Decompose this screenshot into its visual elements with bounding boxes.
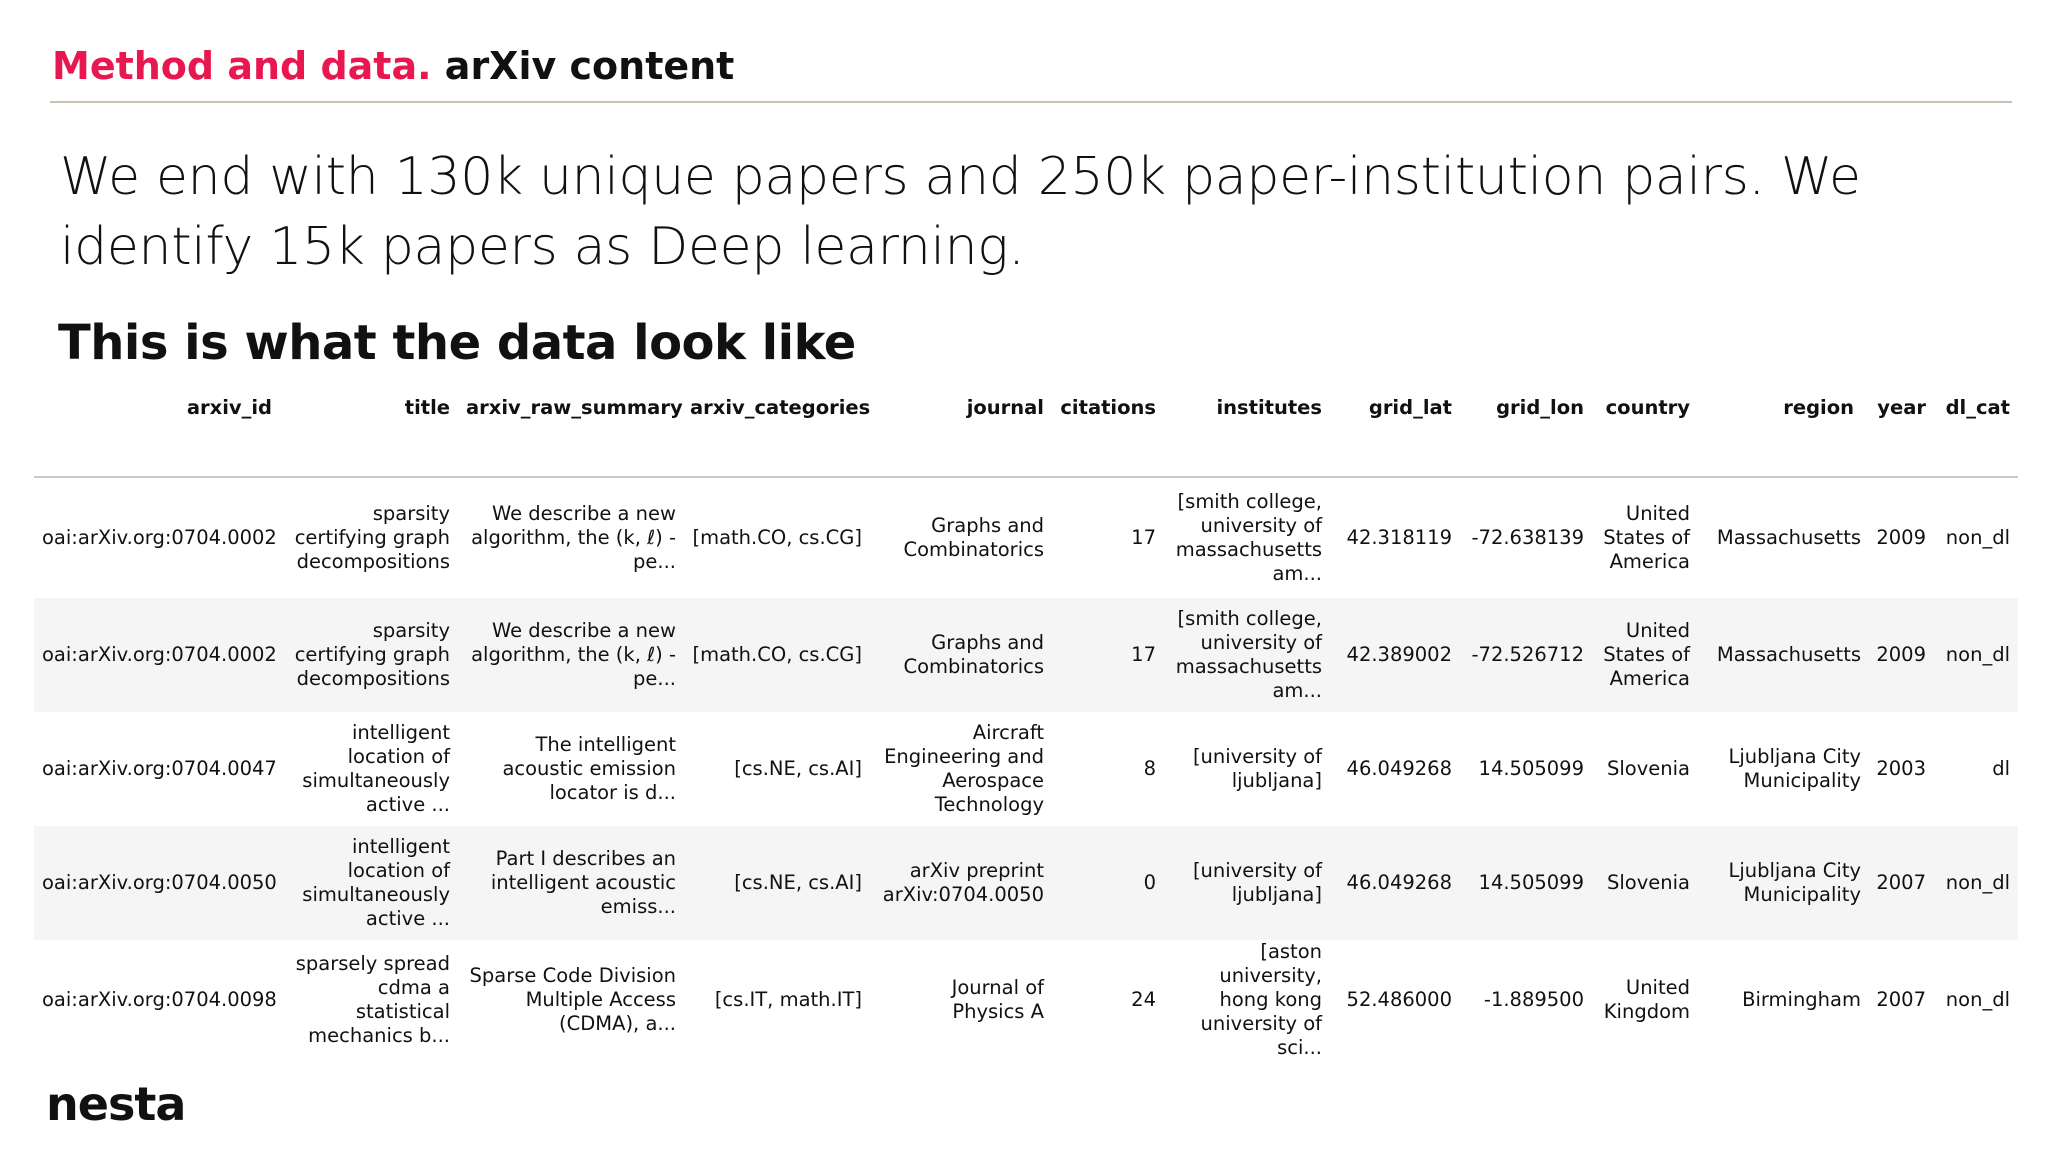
header-accent: Method and data.: [52, 44, 432, 88]
header-divider: [50, 101, 2012, 103]
cell-categories: [cs.NE, cs.AI]: [734, 757, 862, 780]
column-header: institutes: [1164, 392, 1330, 477]
cell-institutes: [university of ljubljana]: [1192, 745, 1322, 792]
cell-institutes: [aston university, hong kong university of sci...: [1200, 940, 1322, 1059]
cell-summary: We describe a new algorithm, the (k, ℓ) -pe...: [458, 598, 682, 712]
cell-grid-lat: 52.486000: [1346, 988, 1452, 1011]
cell-institutes: [smith college, university of massachusetts am...: [1175, 490, 1322, 585]
cell-region: Birmingham: [1742, 988, 1861, 1011]
column-header: dl_cat: [1934, 392, 2018, 477]
column-header: grid_lon: [1460, 392, 1592, 477]
cell-arxiv-id: oai:arXiv.org:0704.0098: [42, 988, 277, 1011]
cell-region: Massachusetts: [1698, 598, 1862, 712]
cell-summary: We describe a new algorithm, the (k, ℓ) -pe...: [471, 502, 676, 573]
cell-dl-cat: non_dl: [1934, 826, 2018, 940]
cell-summary: Sparse Code Division Multiple Access (CDMA), a...: [469, 964, 676, 1035]
cell-country: Slovenia: [1607, 757, 1690, 780]
cell-citations: 0: [1052, 826, 1164, 940]
cell-summary: Part I describes an intelligent acoustic emiss...: [458, 826, 682, 940]
cell-categories: [math.CO, cs.CG]: [682, 598, 870, 712]
cell-region: Massachusetts: [1716, 526, 1861, 549]
cell-institutes: [university of ljubljana]: [1164, 826, 1330, 940]
column-header: title: [280, 392, 458, 477]
cell-journal: arXiv preprint arXiv:0704.0050: [870, 826, 1052, 940]
cell-dl-cat: non_dl: [1934, 598, 2018, 712]
cell-categories: [cs.IT, math.IT]: [714, 988, 862, 1011]
cell-categories: [math.CO, cs.CG]: [692, 526, 862, 549]
slide-header: [52, 40, 734, 92]
data-table: [34, 392, 2018, 1060]
table-row: [34, 712, 2018, 826]
cell-citations: 17: [1131, 526, 1156, 549]
cell-country: Slovenia: [1592, 826, 1698, 940]
cell-grid-lon: -72.638139: [1471, 526, 1584, 549]
table-row: [34, 477, 2018, 598]
column-header: citations: [1052, 392, 1164, 477]
column-header: year: [1862, 392, 1934, 477]
cell-summary: The intelligent acoustic emission locator is d...: [502, 733, 676, 804]
cell-categories: [cs.NE, cs.AI]: [682, 826, 870, 940]
cell-year: 2003: [1876, 757, 1926, 780]
cell-grid-lat: 42.389002: [1330, 598, 1460, 712]
cell-citations: 8: [1143, 757, 1156, 780]
cell-arxiv-id: oai:arXiv.org:0704.0050: [34, 826, 280, 940]
cell-year: 2009: [1876, 526, 1926, 549]
lead-text: We end with 130k unique papers and 250k paper-institution pairs. We identify 15k papers as Deep learning.: [60, 147, 1861, 277]
cell-title: intelligent location of simultaneously active ...: [280, 826, 458, 940]
cell-dl-cat: non_dl: [1945, 526, 2010, 549]
cell-grid-lat: 42.318119: [1346, 526, 1452, 549]
table-row: [34, 598, 2018, 712]
cell-grid-lat: 46.049268: [1346, 757, 1452, 780]
column-header: arxiv_id: [34, 392, 280, 477]
cell-year: 2007: [1876, 988, 1926, 1011]
column-header: arxiv_raw_summary: [458, 392, 682, 477]
cell-year: 2007: [1862, 826, 1934, 940]
table-row: [34, 940, 2018, 1060]
subheading: This is what the data look like: [58, 315, 856, 371]
cell-dl-cat: dl: [1992, 757, 2010, 780]
cell-journal: Aircraft Engineering and Aerospace Technology: [884, 721, 1044, 816]
nesta-logo: nesta: [46, 1077, 186, 1131]
cell-grid-lon: -1.889500: [1483, 988, 1584, 1011]
cell-title: sparsity certifying graph decompositions: [294, 502, 450, 573]
cell-title: sparsity certifying graph decompositions: [280, 598, 458, 712]
cell-journal: Graphs and Combinatorics: [870, 598, 1052, 712]
cell-country: United Kingdom: [1603, 976, 1690, 1023]
cell-region: Ljubljana City Municipality: [1728, 745, 1861, 792]
cell-arxiv-id: oai:arXiv.org:0704.0047: [42, 757, 277, 780]
cell-year: 2009: [1862, 598, 1934, 712]
column-header: region: [1698, 392, 1862, 477]
cell-grid-lon: 14.505099: [1460, 826, 1592, 940]
cell-citations: 17: [1052, 598, 1164, 712]
cell-institutes: [smith college, university of massachusetts am...: [1164, 598, 1330, 712]
cell-arxiv-id: oai:arXiv.org:0704.0002: [42, 526, 277, 549]
table-row: [34, 826, 2018, 940]
column-header: arxiv_categories: [682, 392, 870, 477]
cell-citations: 24: [1131, 988, 1156, 1011]
column-header: country: [1592, 392, 1698, 477]
cell-grid-lat: 46.049268: [1330, 826, 1460, 940]
table-header-row: [34, 392, 2018, 477]
cell-dl-cat: non_dl: [1945, 988, 2010, 1011]
column-header: grid_lat: [1330, 392, 1460, 477]
column-header: journal: [870, 392, 1052, 477]
cell-journal: Journal of Physics A: [951, 976, 1044, 1023]
cell-title: sparsely spread cdma a statistical mechanics b...: [295, 952, 450, 1047]
cell-grid-lon: -72.526712: [1460, 598, 1592, 712]
cell-country: United States of America: [1603, 502, 1690, 573]
cell-journal: Graphs and Combinatorics: [903, 514, 1044, 561]
cell-arxiv-id: oai:arXiv.org:0704.0002: [34, 598, 280, 712]
cell-region: Ljubljana City Municipality: [1698, 826, 1862, 940]
cell-grid-lon: 14.505099: [1478, 757, 1584, 780]
cell-title: intelligent location of simultaneously active ...: [302, 721, 450, 816]
cell-country: United States of America: [1592, 598, 1698, 712]
header-title: arXiv content: [444, 44, 735, 88]
